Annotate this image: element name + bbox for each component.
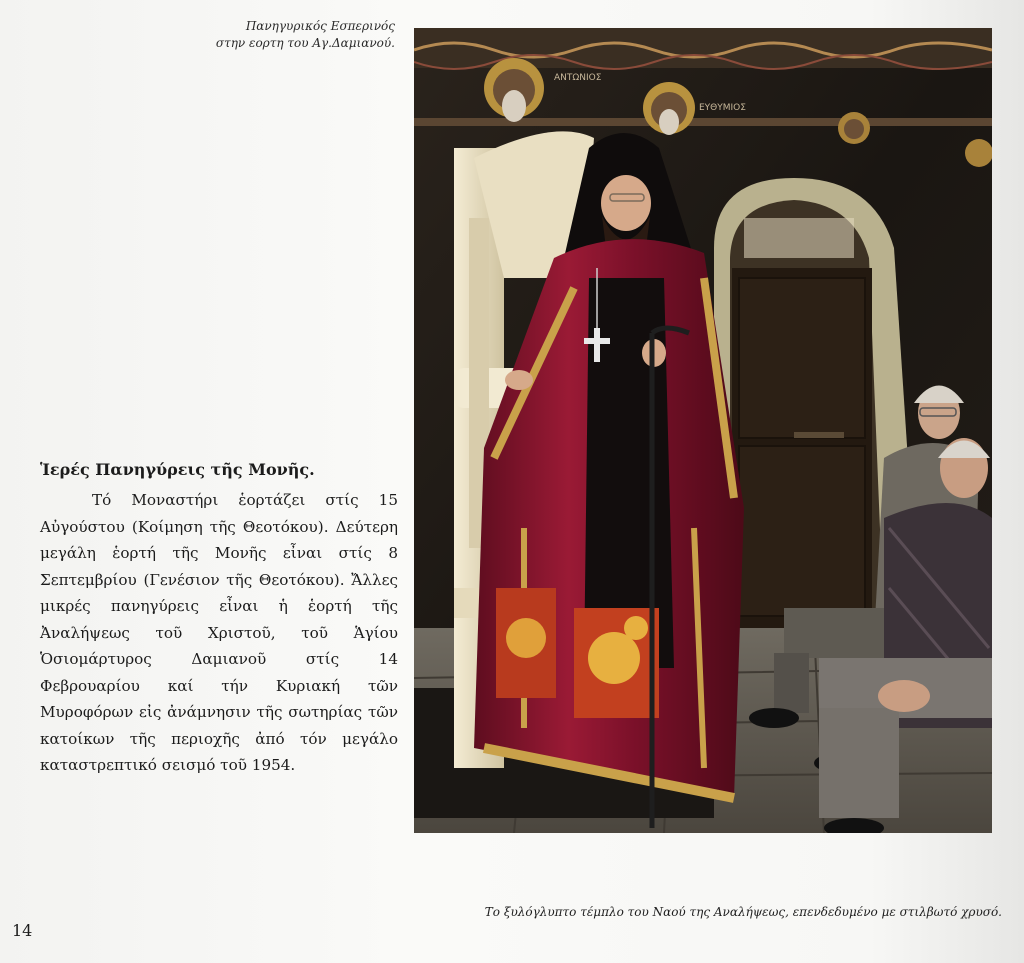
icon-label-antonios: ΑΝΤΩΝΙΟΣ — [554, 73, 602, 83]
body-paragraph: Τό Μοναστήρι ἑορτάζει στίς 15 Αὐγούστου (Κοίμηση τῆς Θεοτόκου). Δεύτερη μεγάλη ἑορτή τῆς Μονῆς εἶναι στίς 8 Σεπτεμβρίου (Γενέσιον τῆς Θεοτόκου). Ἄλλες μικρές πανηγύρεις εἶναι ἡ ἑορτή τῆς Ἀναλήψεως τοῦ Χριστοῦ, τοῦ Ἁγίου Ὁσιομάρτυρος Δαμιανοῦ στίς 14 Φεβρουαρίου καί τήν Κυριακή τῶν Μυροφόρων εἰς ἀνάμνησιν τῆς σωτηρίας τῶν κατοίκων τῆς περιοχῆς ἀπό τόν μεγάλο καταστρεπτικό σεισμό τοῦ 1954. — [40, 491, 398, 774]
page-number: 14 — [12, 921, 33, 940]
door-latch — [794, 432, 844, 438]
bottom-photo-caption: Το ξυλόγλυπτο τέμπλο του Ναού της Αναλήψεως, επενδεδυμένο με στιλβωτό χρυσό. — [484, 905, 1002, 919]
top-photo-caption — [170, 18, 395, 52]
top-caption-line-2: στην εορτη του Αγ.Δαμιανού. — [215, 36, 395, 50]
saint-icon-right — [965, 139, 992, 167]
top-caption-line-1: Πανηγυρικός Εσπερινός — [245, 19, 395, 33]
section-heading: Ἱερές Πανηγύρεις τῆς Μονῆς. — [40, 460, 315, 479]
photo-vespers-service — [414, 28, 992, 833]
icon-label-efthymios: ΕΥΘΥΜΙΟΣ — [699, 103, 746, 113]
